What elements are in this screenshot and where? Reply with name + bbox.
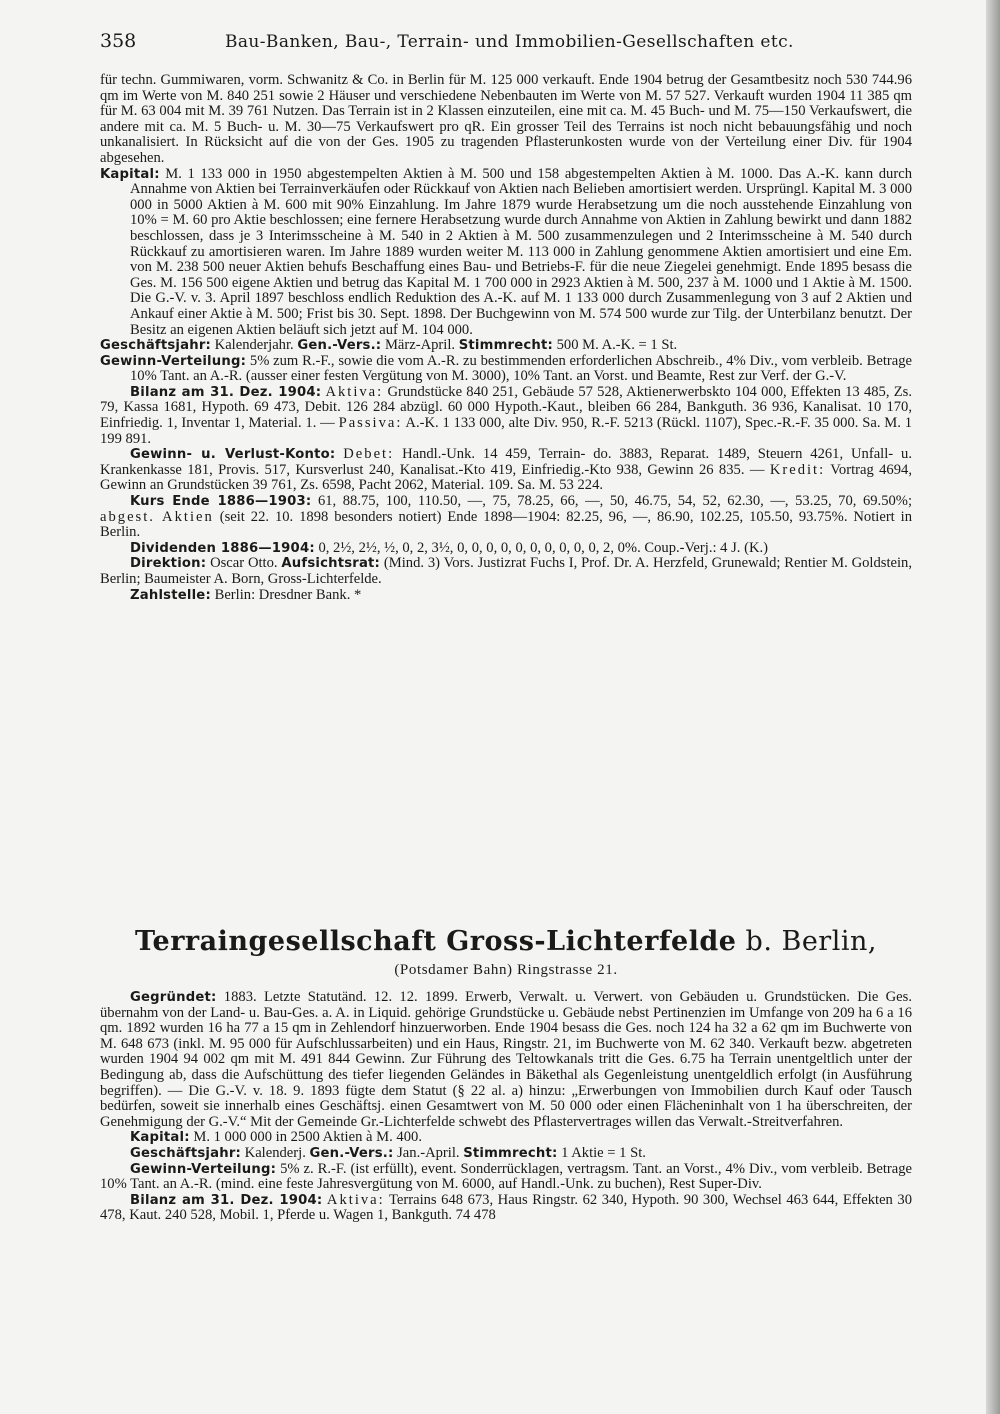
geschaeftsjahr-text: Kalenderjahr. (214, 337, 294, 354)
running-title: Bau-Banken, Bau-, Terrain- und Immobilien-Gesellschaften etc. (225, 32, 794, 52)
kapital2-paragraph (100, 1130, 912, 1146)
guv-paragraph (100, 447, 912, 494)
page-edge-shadow (986, 0, 1000, 1414)
gegruendet-label: Gegründet: (130, 990, 217, 1005)
company-title (100, 926, 912, 958)
stimmrecht2-text: 1 Aktie = 1 St. (561, 1144, 646, 1161)
bilanz2-paragraph (100, 1193, 912, 1224)
bilanz2-text: Terrains 648 673, Haus Ringstr. 62 340, Hypoth. 90 300, Wechsel 463 644, Effekten 30 478, Kaut. 240 528, Mobil. 1, Pferde u. Wagen 1, Bankguth. 74 478 (100, 1191, 912, 1224)
debet-word: Debet: (343, 446, 395, 463)
geschaeftsjahr2-label: Geschäftsjahr: (130, 1145, 241, 1161)
bilanz2-label: Bilanz am 31. Dez. 1904: (130, 1192, 323, 1208)
zahlstelle-paragraph (100, 588, 912, 604)
stimmrecht-text: 500 M. A.-K. = 1 St. (556, 337, 678, 354)
company-title-suffix: b. Berlin, (745, 926, 877, 957)
gewinn-verteilung2-label: Gewinn-Verteilung: (130, 1161, 277, 1177)
guv-kredit-text: Vortrag 4694, Gewinn an Grundstücken 39 761, Zs. 6598, Pacht 2062, Material. 109. Sa. M. 53 224. (100, 461, 912, 494)
dividenden-text: 0, 2½, 2½, ½, 0, 2, 3½, 0, 0, 0, 0, 0, 0, 0, 0, 0, 0, 2, 0%. Coup.-Verj.: 4 J. (K.) (318, 539, 769, 556)
aktiva2-word: Aktiva: (326, 1191, 385, 1208)
kurs-text-2: (seit 22. 10. 1898 besonders notiert) Ende 1898—1904: 82.25, 96, —, 86.90, 102.25, 105.50, 93.75%. Notiert in Berlin. (100, 508, 913, 541)
kurs-text: 61, 88.75, 100, 110.50, —, 75, 78.25, 66, —, 50, 46.75, 54, 52, 62.30, —, 53.25, 70, 69.50%; (317, 493, 912, 510)
gegruendet-text: 1883. Letzte Statutänd. 12. 12. 1899. Erwerb, Verwalt. u. Verwert. von Gebäuden u. Grundstücken. Die Ges. übernahm von der Land- u. Bau-Ges. a. A. in Liquid. gehörige Grundstücke u. Gebäude nebst Pertinenzien im Umfange von 209 ha 6 a 16 qm. 1892 wurden 16 ha 77 a 15 qm in Zehlendorf hinzuerworben. Ende 1904 besass die Ges. noch 124 ha 32 a 62 qm im Buchwerte von M. 648 673 (inkl. M. 95 000 für Aufschlussarbeiten) und ein Haus, Ringstr. 21, im Buchwerte von M. 62 340. Verkauft bezw. abgetreten wurden 1904 94 002 qm mit M. 491 844 Gewinn. Zur Führung des Teltowkanals tritt die Ges. 6.75 ha Terrain unentgeltlich unter der Bedingung ab, dass die Aufschüttung des tiefer liegenden Geländes in Bäkethal als Gegenleistung unentgeldlich erfolgt (in Ausführung begriffen). — Die G.-V. v. 18. 9. 1893 fügte dem Statut (§ 22 al. a) hinzu: „Erwerbungen von Immobilien durch Kauf oder Tausch bedürfen, soweit sie innerhalb eines Geschäftsj. einen Gesamtwert von M. 50 000 oder einen Flächeninhalt von 1 ha überschreiten, der Genehmigung der G.-V.“ Mit der Gemeinde Gr.-Lichterfelde schwebt des Pflastervertrages willen das Verwalt.-Streitverfahren. (100, 989, 912, 1130)
aktiva-word: Aktiva: (325, 383, 384, 400)
abgest-word: abgest. Aktien (100, 508, 214, 525)
dividenden-label: Dividenden 1886—1904: (130, 540, 315, 556)
stimmrecht2-label: Stimmrecht: (463, 1145, 558, 1161)
guv-label: Gewinn- u. Verlust-Konto: (130, 447, 336, 463)
kapital2-text: M. 1 000 000 in 2500 Aktien à M. 400. (193, 1129, 422, 1146)
zahlstelle-label: Zahlstelle: (130, 587, 211, 603)
page-number: 358 (100, 30, 137, 52)
kurs-label: Kurs Ende 1886—1903: (130, 494, 312, 510)
zahlstelle-text: Berlin: Dresdner Bank. * (214, 586, 362, 603)
stimmrecht-label: Stimmrecht: (458, 338, 553, 354)
dividenden-paragraph (100, 541, 912, 557)
intro-paragraph: für techn. Gummiwaren, vorm. Schwanitz & Co. in Berlin für M. 125 000 verkauft. Ende 1904 betrug der Gesamtbesitz noch 530 744.96 qm im Werte von M. 840 251 sowie 2 Häuser und verschiedene Nebenbauten im Werte von M. 57 527. Verkauft wurden 1904 11 385 qm für M. 63 004 mit M. 39 761 Nutzen. Das Terrain ist in 2 Klassen einzuteilen, eine mit ca. M. 45 Buch- und M. 75—150 Verkaufswert, die andere mit ca. M. 5 Buch- u. M. 30—75 Verkaufswert pro qR. Ein grosser Teil des Terrains ist noch nicht bebauungsfähig und noch unkanalisiert. In Rücksicht auf die von der Ges. 1905 zu tragenden Pflasterunkosten wurde von der Verteilung einer Div. für 1904 abgesehen. (100, 72, 912, 166)
bilanz-label: Bilanz am 31. Dez. 1904: (130, 384, 322, 400)
gegruendet-paragraph (100, 990, 912, 1130)
kapital-text: M. 1 133 000 in 1950 abgestempelten Aktien à M. 500 und 158 abgestempelten Aktien à M. 1000. Das A.-K. kann durch Annahme von Aktien bei Terrainverkäufen oder Rückkauf von Aktien nach Belieben amortisiert werden. Ursprüngl. Kapital M. 3 000 000 in 5000 Aktien à M. 600 mit 90% Einzahlung. Im Jahre 1879 wurde Herabsetzung um die noch ausstehende Einzahlung von 10% = M. 60 pro Aktie beschlossen; eine fernere Herabsetzung wurde durch Annahme von Aktien in Zahlung bewirkt und dann 1882 beschlossen, dass je 3 Interimsscheine à M. 540 in 2 Aktien à M. 500 zusammenzulegen und 2 Interimsscheine à M. 540 durch Rückkauf zu amortisieren waren. Im Jahre 1889 wurden weiter M. 113 000 in Zahlung genommene Aktien amortisiert und eine Em. von M. 238 500 neuer Aktien behufs Beschaffung eines Bau- und Betriebs-F. für die neue Ziegelei genehmigt. Ende 1895 besass die Ges. M. 156 500 eigene Aktien und betrug das Kapital M. 1 700 000 in 2923 Aktien à M. 500, 237 à M. 1000 und 1 Aktie à M. 1500. Die G.-V. v. 3. April 1897 beschloss endlich Reduktion des A.-K. auf M. 1 133 000 durch Zusammenlegung von 3 auf 2 Aktien und Ankauf einer Aktie à M. 500; Frist bis 30. Sept. 1898. Der Buchgewinn von M. 574 500 wurde zur Tilg. der Unterbilanz benutzt. Der Besitz an eigenen Aktien beläuft sich jetzt auf M. 104 000. (130, 165, 912, 338)
kapital-paragraph (100, 167, 912, 339)
gen-vers-text: März-April. (384, 337, 456, 354)
gen-vers2-label: Gen.-Vers.: (309, 1145, 394, 1161)
guv-debet-text: Handl.-Unk. 14 459, Terrain- do. 3883, Reparat. 1489, Steuern 4261, Unfall- u. Krankenkasse 181, Provis. 517, Kursverlust 240, Kanalisat.-Kto 419, Einfriedig.-Kto 938, Gewinn 26 835. — (100, 446, 912, 478)
gen-vers2-text: Jan.-April. (397, 1144, 460, 1161)
company-title-main: Terraingesellschaft Gross-Lichterfelde (135, 926, 737, 957)
page-header (100, 30, 900, 56)
geschaeftsjahr-paragraph (100, 338, 912, 354)
gewinn-verteilung2-text: 5% z. R.-F. (ist erfüllt), event. Sonderrücklagen, vertragsm. Tant. an Vorst., 4% Div., vom verbleib. Betrage 10% Tant. an A.-R. (mind. eine feste Jahresvergütung von M. 6000, auf Handl.-Unk. zu buchen), Rest Super-Div. (100, 1160, 912, 1193)
gewinn-verteilung-label: Gewinn-Verteilung: (100, 353, 247, 369)
passiva-word: Passiva: (338, 415, 403, 432)
bilanz-aktiva-text: Grundstücke 840 251, Gebäude 57 528, Aktienerwerbskto 104 000, Effekten 13 485, Zs. 79, Kassa 1681, Hypoth. 69 473, Debit. 126 284 abzügl. 60 000 Hypoth.-Kaut., bleiben 66 284, Bankguth. 36 936, Kanalisat. 10 170, Einfriedig. 1, Inventar 1, Material. 1. — (100, 383, 912, 432)
gewinn-verteilung2-paragraph (100, 1162, 912, 1193)
direktion-text: Oscar Otto. (210, 555, 278, 572)
gewinn-verteilung-text: 5% zum R.-F., sowie die vom A.-R. zu bestimmenden erforderlichen Abschreib., 4% Div., vom verbleib. Betrage 10% Tant. an A.-R. (ausser einer festen Vergütung von M. 3000), 10% Tant. an Vorst. und Beamte, Rest zur Verf. der G.-V. (130, 352, 912, 385)
aufsichtsrat-text: (Mind. 3) Vors. Justizrat Fuchs I, Prof. Dr. A. Herzfeld, Grunewald; Rentier M. Goldstein, Berlin; Baumeister A. Born, Gross-Lichterfelde. (100, 555, 912, 587)
geschaeftsjahr2-paragraph (100, 1146, 912, 1162)
bilanz-passiva-text: A.-K. 1 133 000, alte Div. 950, R.-F. 5213 (Rückl. 1107), Spec.-R.-F. 35 000. Sa. M. 1 199 891. (100, 415, 912, 447)
kurs-paragraph (100, 494, 912, 541)
company-address: (Potsdamer Bahn) Ringstrasse 21. (394, 962, 618, 978)
geschaeftsjahr-label: Geschäftsjahr: (100, 338, 211, 354)
geschaeftsjahr2-text: Kalenderj. (244, 1144, 306, 1161)
kapital-label: Kapital: (100, 166, 160, 182)
gen-vers-label: Gen.-Vers.: (297, 338, 382, 354)
direktion-paragraph (100, 556, 912, 587)
aufsichtsrat-label: Aufsichtsrat: (281, 556, 381, 572)
kredit-word: Kredit: (769, 461, 826, 478)
entry-gross-lichterfelde (100, 990, 912, 1224)
direktion-label: Direktion: (130, 556, 207, 572)
bilanz-paragraph (100, 385, 912, 447)
kapital2-label: Kapital: (130, 1130, 190, 1146)
gewinn-verteilung-paragraph (100, 354, 912, 385)
entry-continued (100, 73, 912, 603)
